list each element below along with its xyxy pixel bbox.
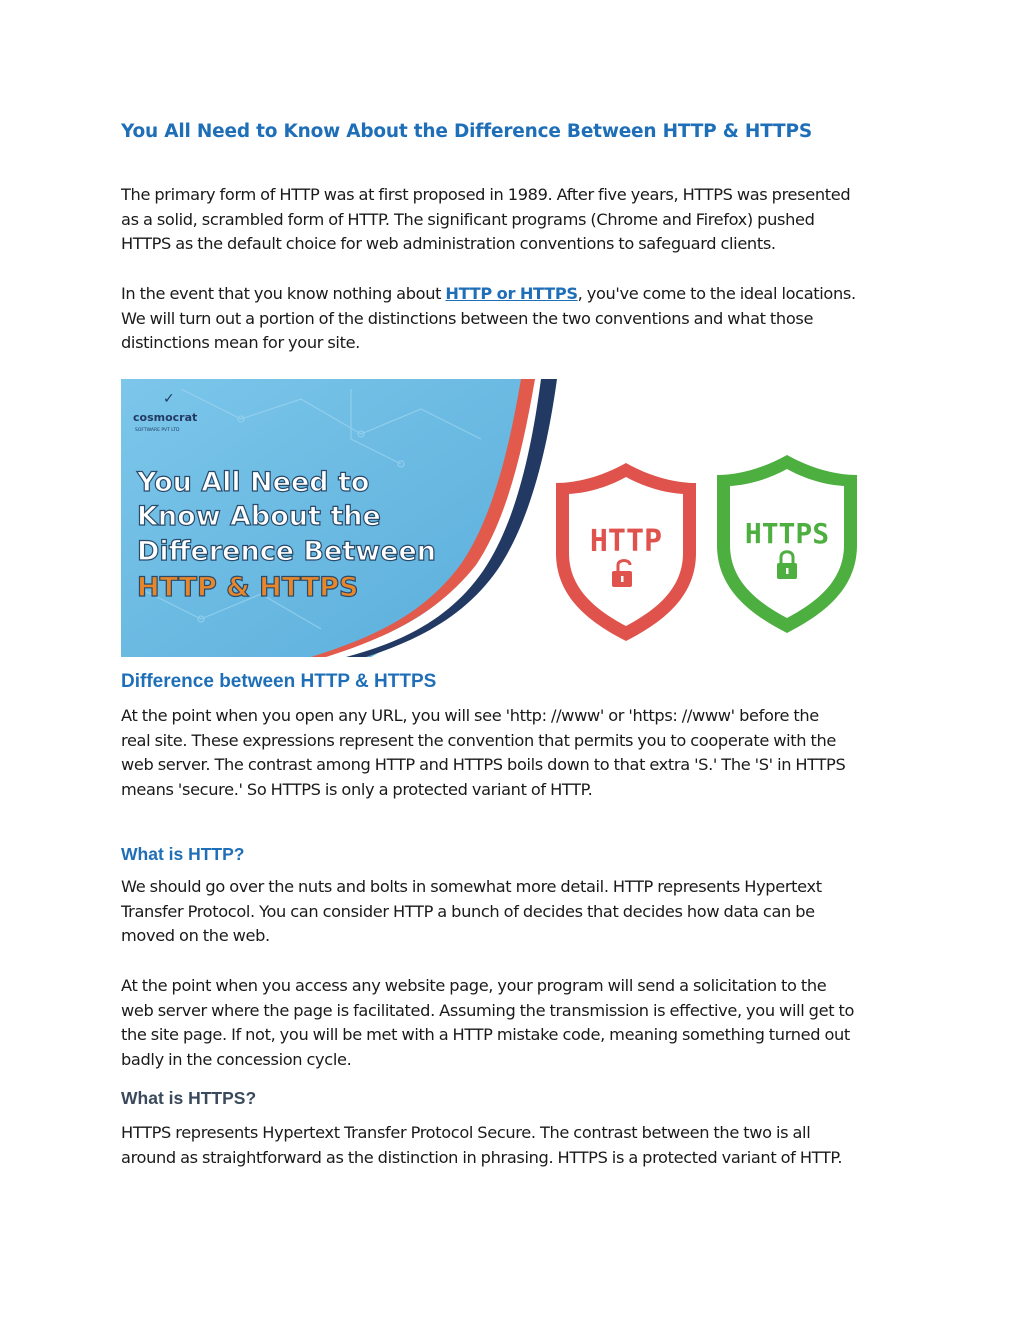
http-paragraph-2: [121, 974, 901, 1072]
cosmocrat-logo: [133, 387, 213, 435]
headline-line-1: You All Need to: [137, 467, 370, 498]
text-line: moved on the web.: [121, 926, 270, 946]
text-line: the site page. If not, you will be met with a HTTP mistake code, meaning something turned out: [121, 1025, 850, 1045]
text-line: means 'secure.' So HTTPS is only a protected variant of HTTP.: [121, 779, 593, 799]
logo-text: cosmocrat: [133, 411, 198, 424]
text-line: HTTPS as the default choice for web administration conventions to safeguard clients.: [121, 234, 776, 254]
http-shield-label: HTTP: [589, 524, 663, 559]
svg-text:✓: ✓: [163, 391, 175, 407]
http-or-https-link[interactable]: HTTP or HTTPS: [445, 284, 578, 303]
headline-accent: HTTP & HTTPS: [137, 572, 359, 603]
https-shield-label: HTTPS: [744, 517, 830, 550]
intro-paragraph: [121, 183, 901, 257]
logo-subtext: SOFTWARE PVT LTD: [135, 428, 180, 433]
text-line: real site. These expressions represent the convention that permits you to cooperate with the: [121, 730, 836, 750]
https-paragraph: [121, 1121, 901, 1170]
difference-paragraph: [121, 704, 901, 802]
text-line: web server where the page is facilitated. Assuming the transmission is effective, you will get to: [121, 1000, 855, 1020]
http-vs-https-banner-image: [121, 379, 881, 657]
https-shield: [717, 455, 857, 633]
text-line: At the point when you open any URL, you will see 'http: //www' or 'https: //www' before the: [121, 706, 819, 725]
text-line: We should go over the nuts and bolts in somewhat more detail. HTTP represents Hypertext: [121, 877, 822, 896]
banner-graphic: [121, 379, 881, 657]
text-line: HTTPS represents Hypertext Transfer Protocol Secure. The contrast between the two is all: [121, 1123, 811, 1142]
section-heading-difference: Difference between HTTP & HTTPS: [121, 671, 437, 692]
http-paragraph: [121, 875, 901, 949]
section-heading-http: What is HTTP?: [121, 844, 245, 864]
text-line: Transfer Protocol. You can consider HTTP a bunch of decides that decides how data can be: [121, 901, 815, 921]
text-line: At the point when you access any website page, your program will send a solicitation to the: [121, 976, 827, 995]
text-line: We will turn out a portion of the distinctions between the two conventions and what those: [121, 308, 814, 328]
text-line: distinctions mean for your site.: [121, 333, 360, 353]
page-title: You All Need to Know About the Difference Between HTTP & HTTPS: [121, 121, 812, 142]
headline-line-3: Difference Between: [137, 536, 437, 567]
text-line: web server. The contrast among HTTP and HTTPS boils down to that extra 'S.' The 'S' in HTTPS: [121, 755, 846, 775]
text-line-with-link: [121, 282, 901, 307]
http-shield: [556, 463, 696, 641]
headline-line-2: Know About the: [137, 501, 381, 532]
text-after-link: , you've come to the ideal locations.: [577, 284, 856, 303]
text-line: around as straightforward as the distinction in phrasing. HTTPS is a protected variant of HTTP.: [121, 1147, 843, 1167]
text-line: as a solid, scrambled form of HTTP. The significant programs (Chrome and Firefox) pushed: [121, 209, 815, 229]
intro-paragraph-2: [121, 282, 901, 356]
text-line: badly in the concession cycle.: [121, 1049, 352, 1069]
section-heading-https: What is HTTPS?: [121, 1088, 257, 1108]
text-before-link: In the event that you know nothing about: [121, 284, 446, 303]
text-line: The primary form of HTTP was at first proposed in 1989. After five years, HTTPS was presented: [121, 185, 851, 204]
